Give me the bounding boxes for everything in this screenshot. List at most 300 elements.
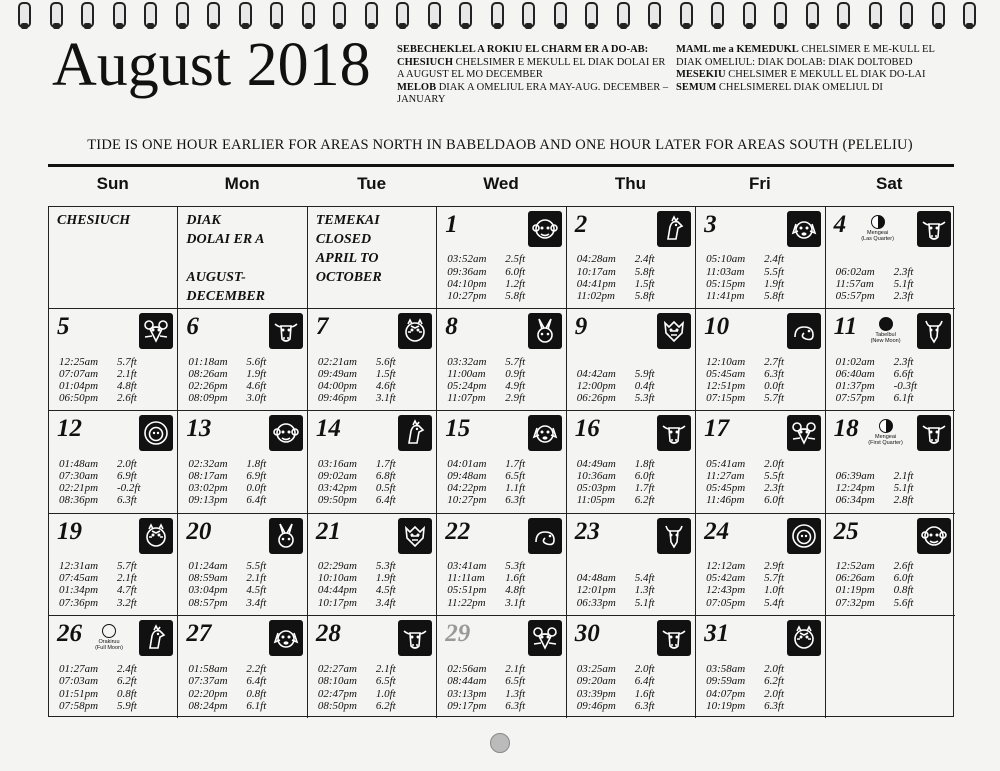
day-cell-9[interactable] [567, 309, 696, 411]
tide-row [836, 368, 934, 380]
tide-list [59, 560, 157, 609]
rabbit-icon [269, 518, 303, 554]
day-cell-18[interactable] [826, 411, 955, 513]
tide-height: 6.5ft [505, 469, 526, 482]
spiral-hole [651, 23, 658, 29]
tide-time: 03:13pm [447, 687, 487, 700]
tide-time: 05:45pm [706, 482, 746, 495]
tide-row [836, 584, 934, 596]
tide-time: 04:10pm [447, 277, 487, 290]
tide-row [318, 482, 416, 494]
tide-row [59, 597, 157, 609]
day-cell-28[interactable] [308, 616, 437, 718]
rooster-icon [398, 415, 432, 451]
day-cell-30[interactable] [567, 616, 696, 718]
tide-height: 3.4ft [375, 596, 396, 609]
tide-height: 6.4ft [246, 494, 267, 507]
tide-height: 2.1ft [117, 367, 137, 380]
day-cell-31[interactable] [696, 616, 825, 718]
tide-height: 4.9ft [505, 379, 526, 392]
tide-time: 04:49am [576, 457, 616, 470]
tide-height: 2.3ft [764, 482, 785, 495]
tide-height: 6.4ft [375, 494, 396, 507]
day-cell-27[interactable] [178, 616, 307, 718]
tide-height: 2.1ft [893, 469, 914, 482]
tide-height: 3.0ft [246, 392, 267, 405]
tide-row [706, 700, 804, 712]
tide-height: 5.3ft [634, 392, 655, 405]
tide-time: 09:59am [706, 675, 746, 688]
tide-height: 6.3ft [634, 699, 655, 712]
tide-row [706, 290, 804, 302]
tide-time: 02:47pm [317, 687, 357, 700]
spiral-hole [116, 23, 123, 29]
day-cell-5[interactable] [49, 309, 178, 411]
notes-right [676, 44, 948, 94]
tide-row [447, 688, 545, 700]
tide-height: 2.4ft [634, 253, 655, 266]
tide-time: 04:01am [447, 457, 487, 470]
tide-row [447, 253, 545, 265]
tide-list [447, 356, 545, 405]
tide-time: 06:50pm [59, 392, 99, 405]
header-note-keyword: MELOB [397, 81, 437, 93]
spiral-hole [242, 23, 249, 29]
tide-row [318, 572, 416, 584]
tide-time: 03:39pm [576, 687, 616, 700]
tide-row [577, 470, 675, 482]
tide-time: 11:03am [706, 265, 745, 278]
rabbit-icon [528, 313, 562, 349]
tide-height: 2.1ft [375, 663, 396, 676]
day-cell-13[interactable] [178, 411, 307, 513]
tide-row [59, 572, 157, 584]
tide-height: 1.9ft [375, 572, 396, 585]
tide-time: 05:15pm [706, 277, 746, 290]
tide-height: 6.3ft [764, 367, 785, 380]
tide-height: 2.0ft [634, 663, 655, 676]
tide-time: 02:27am [317, 663, 357, 676]
tide-time: 10:10am [317, 572, 357, 585]
tide-time: 06:26am [835, 572, 875, 585]
tide-time: 11:07pm [447, 392, 486, 405]
tide-height: 5.8ft [634, 265, 655, 278]
tide-time: 10:17am [576, 265, 616, 278]
spiral-hole [273, 23, 280, 29]
tide-time: 10:19pm [706, 699, 746, 712]
tide-time: 02:32am [188, 457, 228, 470]
tide-height: 1.5ft [634, 277, 655, 290]
tide-time: 04:41pm [576, 277, 616, 290]
weekday-mon: Mon [224, 174, 260, 193]
tide-row [447, 266, 545, 278]
spiral-hole [557, 23, 564, 29]
tide-height: 2.6ft [893, 559, 914, 572]
tide-row [59, 700, 157, 712]
tide-height: 6.8ft [375, 469, 396, 482]
tide-time: 02:26pm [188, 379, 228, 392]
day-cell-19[interactable] [49, 514, 178, 616]
tide-row [447, 290, 545, 302]
tide-height: 0.8ft [246, 687, 267, 700]
tide-row [59, 380, 157, 392]
spiral-hole [620, 23, 627, 29]
spiral-hole [777, 23, 784, 29]
tide-time: 07:05pm [706, 596, 746, 609]
tide-row [188, 470, 286, 482]
day-cell-25[interactable] [826, 514, 955, 616]
tide-row [706, 663, 804, 675]
tide-height: 4.6ft [375, 379, 396, 392]
tide-list [836, 356, 934, 405]
tide-height: 6.0ft [893, 572, 914, 585]
header-note-keyword: SEBECHEKLEL A ROKIU EL CHARM ER A DO-AB: [397, 44, 649, 55]
day-cell-23[interactable] [567, 514, 696, 616]
day-number: 23 [574, 517, 600, 545]
tide-row [577, 688, 675, 700]
dragon-icon [398, 518, 432, 554]
tide-time: 05:03pm [576, 482, 616, 495]
tide-row [188, 392, 286, 404]
tide-row [836, 290, 934, 302]
weekday-sun: Sun [96, 174, 129, 193]
spiral-hole [903, 23, 910, 29]
tide-time: 10:36am [576, 469, 616, 482]
day-number: 18 [833, 415, 859, 443]
tide-row [836, 560, 934, 572]
tide-height: 6.4ft [634, 675, 655, 688]
tide-row [447, 470, 545, 482]
day-number: 28 [315, 619, 341, 647]
tide-time: 12:43pm [706, 584, 746, 597]
tide-list [59, 356, 157, 405]
tide-time: 07:58pm [59, 699, 99, 712]
tide-height: 5.5ft [764, 265, 785, 278]
tide-list [706, 356, 804, 405]
tide-row [577, 663, 675, 675]
tide-row [318, 356, 416, 368]
day-number: 11 [833, 313, 858, 341]
tide-time: 11:41pm [706, 289, 745, 302]
day-cell-14[interactable] [308, 411, 437, 513]
tide-height: 5.8ft [634, 289, 655, 302]
tide-height: 3.2ft [117, 596, 137, 609]
tide-list [318, 663, 416, 712]
header-divider [48, 164, 954, 167]
tide-height: 1.0ft [764, 584, 785, 597]
tide-row [706, 584, 804, 596]
day-cell-24[interactable] [696, 514, 825, 616]
calendar-note-text: CHESIUCH [57, 213, 131, 228]
spiral-hole [210, 23, 217, 29]
day-cell-17[interactable] [696, 411, 825, 513]
tide-row [188, 675, 286, 687]
day-cell-12[interactable] [49, 411, 178, 513]
tide-height: 5.3ft [505, 559, 526, 572]
weekday-fri: Fri [748, 174, 771, 193]
header-note-text: DIAK A OMELIUL ERA MAY-AUG. DECEMBER –JANUARY [397, 81, 669, 106]
tide-time: 11:57am [835, 277, 874, 290]
day-cell-16[interactable] [567, 411, 696, 513]
day-cell-4[interactable] [826, 207, 955, 309]
day-cell-15[interactable] [437, 411, 566, 513]
tide-row [318, 700, 416, 712]
day-cell-20[interactable] [178, 514, 307, 616]
tide-height: 2.7ft [764, 355, 785, 368]
day-number: 19 [57, 517, 82, 545]
tide-time: 02:21pm [59, 482, 99, 495]
day-cell-6[interactable] [178, 309, 307, 411]
tide-time: 01:34pm [59, 584, 99, 597]
tide-row [318, 675, 416, 687]
spiral-hole [494, 23, 501, 29]
tide-time: 08:50pm [317, 699, 357, 712]
tide-row [836, 392, 934, 404]
tide-row [706, 266, 804, 278]
tide-row [447, 494, 545, 506]
tide-time: 04:48am [576, 572, 616, 585]
moon-phase-label: (New Moon) [870, 338, 901, 345]
tide-time: 12:00pm [576, 379, 616, 392]
tide-list [188, 663, 286, 712]
tide-row [447, 700, 545, 712]
tide-list [447, 458, 545, 507]
tide-row [188, 458, 286, 470]
tide-time: 04:28am [576, 253, 616, 266]
tide-height: 6.1ft [246, 699, 267, 712]
tide-row [59, 368, 157, 380]
tide-row [318, 380, 416, 392]
tide-height: 0.4ft [634, 379, 655, 392]
weekday-wed: Wed [483, 174, 519, 193]
tide-time: 01:24am [188, 559, 228, 572]
tide-time: 01:02am [835, 355, 875, 368]
tide-height: 3.4ft [246, 596, 267, 609]
tide-height: 0.0ft [764, 379, 785, 392]
tide-time: 04:00pm [317, 379, 357, 392]
tide-row [188, 494, 286, 506]
tide-time: 11:22pm [447, 596, 486, 609]
tide-height: 6.4ft [246, 675, 267, 688]
rat-icon [528, 620, 562, 656]
tide-height: 5.7ft [117, 559, 137, 572]
spiral-hole [462, 23, 469, 29]
snake-icon [787, 313, 821, 349]
tide-time: 12:51pm [706, 379, 746, 392]
tide-row [577, 675, 675, 687]
tide-height: 6.0ft [505, 265, 526, 278]
monkey-icon [269, 415, 303, 451]
tide-height: 3.1ft [505, 596, 526, 609]
tide-time: 02:56am [447, 663, 487, 676]
tide-row [706, 278, 804, 290]
tide-time: 03:41am [447, 559, 487, 572]
tide-row [59, 675, 157, 687]
tide-row [59, 560, 157, 572]
tide-row [577, 458, 675, 470]
day-number: 24 [704, 517, 730, 545]
dog-icon [269, 620, 303, 656]
day-number: 12 [57, 415, 82, 443]
tiger-icon [139, 518, 173, 554]
new-moon-icon [879, 317, 893, 331]
tide-height: 4.5ft [375, 584, 396, 597]
snake-icon [528, 518, 562, 554]
tide-list [836, 560, 934, 609]
tide-time: 09:02am [317, 469, 357, 482]
tide-height: 2.4ft [117, 663, 137, 676]
tide-height: 5.7ft [117, 355, 137, 368]
tide-list [577, 368, 675, 405]
moon-phase-label: (Las Quarter) [861, 236, 894, 242]
tide-row [188, 688, 286, 700]
spiral-hole [588, 23, 595, 29]
day-cell-1[interactable] [437, 207, 566, 309]
moon-phase-label: (Full Moon) [95, 644, 123, 651]
tide-row [706, 458, 804, 470]
tide-time: 07:45am [59, 572, 99, 585]
moon-phase [864, 317, 908, 344]
day-cell-3[interactable] [696, 207, 825, 309]
tide-time: 09:13pm [188, 494, 228, 507]
tide-list [706, 253, 804, 302]
spiral-hole [147, 23, 154, 29]
tide-time: 09:46pm [317, 392, 357, 405]
calendar-note-cell [49, 207, 178, 309]
day-number: 4 [833, 211, 847, 238]
header-note-keyword: MESEKIU [676, 69, 726, 81]
tide-height: 2.9ft [505, 392, 526, 405]
day-number: 26 [57, 619, 82, 647]
tide-time: 07:37am [188, 675, 228, 688]
tide-time: 03:58am [706, 663, 746, 676]
tide-height: 1.3ft [634, 584, 655, 597]
day-cell-2[interactable] [567, 207, 696, 309]
day-cell-21[interactable] [308, 514, 437, 616]
tide-time: 07:32pm [835, 596, 875, 609]
tide-time: 08:36pm [59, 494, 99, 507]
moon-phase-name: Mengeai [875, 434, 897, 441]
ox-icon [917, 415, 951, 451]
tide-row [577, 584, 675, 596]
tide-time: 09:48am [447, 469, 487, 482]
tide-height: 1.8ft [634, 457, 655, 470]
tide-row [447, 278, 545, 290]
tide-row [188, 584, 286, 596]
tide-time: 05:10am [706, 253, 746, 266]
tide-height: 5.5ft [764, 469, 785, 482]
tide-row [59, 392, 157, 404]
moon-phase-name: Mengeai [867, 230, 889, 236]
day-cell-11[interactable] [826, 309, 955, 411]
tide-row [59, 356, 157, 368]
moon-phase-name: Orakiruu [98, 638, 120, 645]
tide-time: 09:49am [317, 367, 357, 380]
header-note-text: CHELSIMER E ME-KULL EL DIAK OMELIUL: DIAK DOLAB: DIAK DOLTOBED [676, 44, 935, 68]
calendar-note-cell [178, 207, 307, 309]
tide-row [318, 560, 416, 572]
tide-row [318, 392, 416, 404]
tide-row [59, 584, 157, 596]
day-cell-26[interactable] [49, 616, 178, 718]
tide-time: 06:02am [835, 265, 875, 278]
tide-row [577, 368, 675, 380]
ox-icon [917, 211, 951, 247]
rooster-icon [139, 620, 173, 656]
tide-height: 5.1ft [893, 277, 914, 290]
tide-row [706, 356, 804, 368]
tide-height: -0.3ft [893, 379, 918, 392]
tide-height: 0.8ft [117, 687, 137, 700]
tide-list [577, 458, 675, 507]
tide-list [706, 458, 804, 507]
tide-height: 2.1ft [246, 572, 267, 585]
tide-height: 1.5ft [375, 367, 396, 380]
tide-height: 6.3ft [117, 494, 137, 507]
lion-icon [139, 415, 173, 451]
day-cell-22[interactable] [437, 514, 566, 616]
tide-row [836, 494, 934, 506]
tide-time: 06:39am [835, 469, 875, 482]
spiral-hole [53, 23, 60, 29]
tide-row [447, 356, 545, 368]
tide-height: 5.4ft [634, 572, 655, 585]
hanging-hole [490, 733, 510, 753]
tide-time: 01:04pm [59, 379, 99, 392]
tide-row [447, 572, 545, 584]
tide-row [836, 482, 934, 494]
tide-time: 10:17pm [317, 596, 357, 609]
spiral-hole [840, 23, 847, 29]
spiral-hole [336, 23, 343, 29]
calendar-note-cell [308, 207, 437, 309]
day-number: 29 [445, 619, 471, 647]
day-number: 30 [574, 619, 600, 647]
day-cell-8[interactable] [437, 309, 566, 411]
tide-height: 2.1ft [117, 572, 137, 585]
header-note-keyword: MAML me a KEMEDUKL [676, 44, 799, 55]
tide-row [447, 597, 545, 609]
tide-row [836, 470, 934, 482]
day-number: 22 [445, 517, 471, 545]
day-cell-10[interactable] [696, 309, 825, 411]
tide-row [577, 253, 675, 265]
calendar-note-text: DIAK DOLAI ER A AUGUST- DECEMBER [186, 213, 266, 304]
day-cell-29[interactable] [437, 616, 566, 718]
day-number: 17 [704, 415, 730, 443]
tide-time: 04:22pm [447, 482, 487, 495]
ox-icon [657, 620, 691, 656]
tide-row [188, 663, 286, 675]
tide-height: 0.9ft [505, 367, 526, 380]
tide-height: 5.6ft [893, 596, 914, 609]
tide-height: 6.5ft [375, 675, 396, 688]
tide-height: 0.8ft [893, 584, 914, 597]
tide-height: 6.3ft [764, 699, 785, 712]
tide-height: 5.3ft [375, 559, 396, 572]
tide-height: 6.5ft [505, 675, 526, 688]
tide-time: 09:36am [447, 265, 487, 278]
day-cell-7[interactable] [308, 309, 437, 411]
tide-height: 0.5ft [375, 482, 396, 495]
dog-icon [787, 211, 821, 247]
tide-time: 05:24pm [447, 379, 487, 392]
tide-height: 6.0ft [634, 469, 655, 482]
tide-row [706, 253, 804, 265]
tide-row [577, 290, 675, 302]
tide-time: 02:29am [317, 559, 357, 572]
tide-row [318, 458, 416, 470]
